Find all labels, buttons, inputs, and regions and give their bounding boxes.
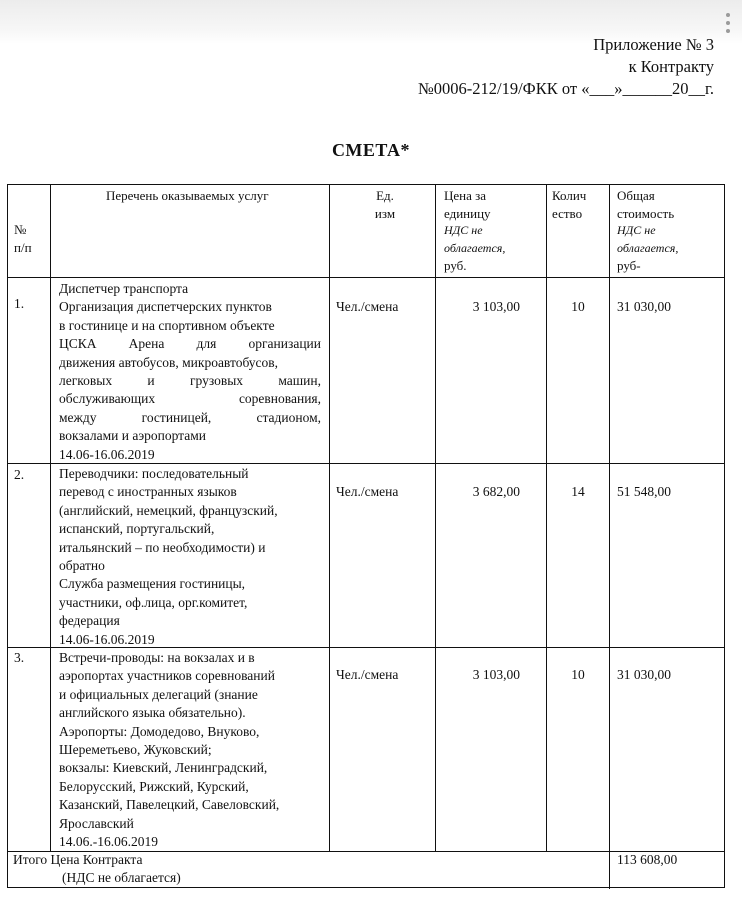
header-unit: Ед. изм <box>374 188 396 221</box>
row-num: 1. <box>14 296 25 311</box>
price-cell: 3 682,00 <box>472 484 520 499</box>
col-divider <box>50 185 51 851</box>
service-description: Переводчики: последовательный перевод с иностранных языков (английский, немецкий, французский, испанский, португальский, итальянский – по необходимости) и обратно Служба размещения гостиницы, участники, оф.лица, орг.комитет, федерация 14.06-16.06.2019 <box>59 466 278 647</box>
row-divider <box>8 277 724 278</box>
unit-cell: Чел./смена <box>336 667 399 682</box>
grand-total-value: 113 608,00 <box>617 852 678 867</box>
row-num: 2. <box>14 467 25 482</box>
total-label: Итого Цена Контракта <box>13 852 143 867</box>
row-num: 3. <box>14 650 25 665</box>
contract-label: к Контракту <box>628 57 714 76</box>
document-title: СМЕТА* <box>331 140 411 160</box>
header-num: № п/п <box>14 222 32 255</box>
estimate-table <box>7 184 725 888</box>
price-cell: 3 103,00 <box>472 667 520 682</box>
total-cell: 51 548,00 <box>617 484 671 499</box>
header-price: Цена за единицу НДС не облагается, руб. <box>444 188 506 273</box>
header-qty: Колич ество <box>552 188 587 221</box>
more-options-icon[interactable] <box>724 13 732 33</box>
total-note: (НДС не облагается) <box>62 870 181 885</box>
qty-cell: 10 <box>571 299 585 314</box>
appendix-label: Приложение № 3 <box>593 35 714 54</box>
col-divider <box>329 185 330 851</box>
contract-number: №0006-212/19/ФКК от «___»______20__г. <box>418 79 714 98</box>
unit-cell: Чел./смена <box>336 484 399 499</box>
col-divider <box>435 185 436 851</box>
qty-cell: 10 <box>571 667 585 682</box>
price-cell: 3 103,00 <box>472 299 520 314</box>
total-cell: 31 030,00 <box>617 667 671 682</box>
unit-cell: Чел./смена <box>336 299 399 314</box>
col-divider <box>609 185 610 889</box>
header-services: Перечень оказываемых услуг <box>106 188 269 203</box>
col-divider <box>546 185 547 851</box>
qty-cell: 14 <box>571 484 585 499</box>
service-description: Встречи-проводы: на вокзалах и в аэропортах участников соревнований и официальных делегаций (знание английского языка обязательно). Аэропорты: Домодедово, Внуково, Шереметьево, Жуковский; вокзалы: Киевский, Ленинградский, Белорусский, Рижский, Курский, Казанский, Павелецкий, Савеловский, Ярославский 14.06.-16.06.2019 <box>59 650 280 850</box>
header-total: Общая стоимость НДС не облагается, руб- <box>617 188 679 273</box>
service-description: Диспетчер транспорта Организация диспетчерских пунктов в гостинице и на спортивном объекте ЦСКА Арена для организации движения автобусов, микроавтобусов, легковых и грузовых машин, обслуживающих соревнования, между гостиницей, стадионом, вокзалами и аэропортами 14.06-16.06.2019 <box>59 281 321 462</box>
total-cell: 31 030,00 <box>617 299 671 314</box>
